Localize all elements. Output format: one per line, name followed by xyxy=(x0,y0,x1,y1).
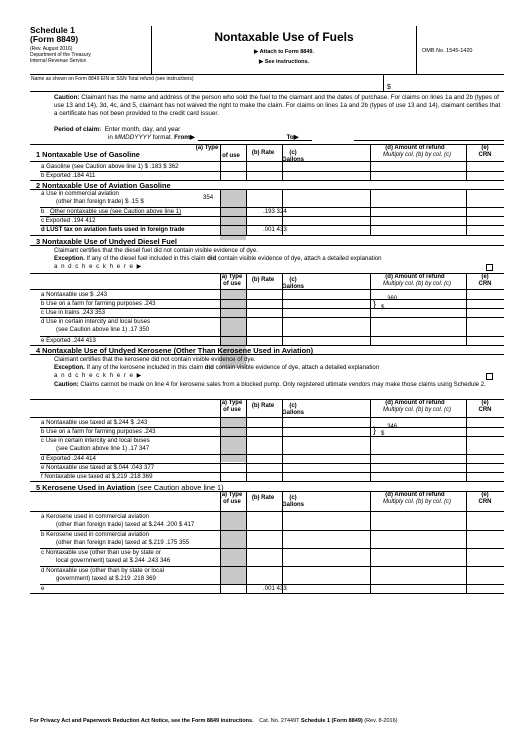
col-crn-e-5: (e) xyxy=(481,492,489,498)
line-4-crn: 346 xyxy=(387,423,398,430)
col-gallons-header: (c) Gallons xyxy=(282,150,305,163)
caution-paragraph: Caution: Claimant has the name and address of the person who sold the fuel to the claimant and the dates of purchase. For claims on lines 1a and 2b (types of use 13 and 14), 3d, 4c, and 5, claimant has not waived the right to make the claim. For claims on lines 1a and 2b (types of use 13 and 14), claimant certifies that a certificate has not been provided to the credit card issuer. xyxy=(54,94,501,117)
col-type-header: (a) Type xyxy=(195,145,219,151)
form-page xyxy=(30,24,504,714)
section-3-dye-checkbox[interactable] xyxy=(486,264,493,271)
line-2c: c Exported .194 412 xyxy=(41,217,96,224)
col-amount-header: (d) Amount of refund xyxy=(385,145,445,151)
line-5d-rate: government) taxed at $.219 .218 369 xyxy=(56,575,156,582)
line-3-brace: } xyxy=(373,299,377,309)
col-multiply-note-4: Multiply col. (b) by col. (c) xyxy=(382,407,451,413)
line-2b-letter: b xyxy=(41,208,45,215)
col-amount-header-4: (d) Amount of refund xyxy=(385,400,445,406)
line-5e-rate: .001 433 xyxy=(263,585,287,592)
total-refund-field[interactable] xyxy=(383,75,504,92)
col-amount-header-3: (d) Amount of refund xyxy=(385,274,445,280)
col-type-header-3: (a) Type xyxy=(219,274,243,280)
col-type-header-5: (a) Type xyxy=(219,492,243,498)
line-2d: d LUST tax on aviation fuels used in foreign trade xyxy=(41,226,185,233)
line-4b: b Use on a farm for farming purposes .243 xyxy=(41,428,156,435)
line-3b: b Use on a farm for farming purposes .243 xyxy=(41,300,156,307)
line-4c-label: c Use in certain intercity and local buses xyxy=(41,437,150,444)
line-4e: e Nontaxable use taxed at $.044 .043 377 xyxy=(41,464,155,471)
section-4-certify: Claimant certifies that the kerosene did not contain visible evidence of dye. xyxy=(54,356,256,363)
form-title: Nontaxable Use of Fuels xyxy=(214,30,354,44)
line-5d-label: d Nontaxable use (other than by state or local xyxy=(41,567,164,574)
line-2b-label: Other nontaxable use (see Caution above line 1) xyxy=(50,208,182,215)
name-ein-label: Name as shown on Form 8849 EIN or SSN Total refund (see instructions) xyxy=(31,76,194,82)
col-type-header-4: (a) Type xyxy=(219,400,243,406)
col-rate-header-4: (b) Rate xyxy=(251,403,275,409)
col-crn-header-4: CRN xyxy=(478,407,492,413)
catalog-number: Cat. No. 27449T xyxy=(259,718,300,724)
section-3-exception: Exception. If any of the diesel fuel included in this claim did contain visible evidence of dye, attach a detailed explanation xyxy=(54,255,382,262)
col-typeof-header-3: of use xyxy=(223,281,241,287)
line-4d: d Exported .244 414 xyxy=(41,455,96,462)
col-crn-e: (e) xyxy=(481,145,489,151)
schedule-label: Schedule 1 xyxy=(30,25,75,35)
line-5e-letter: e xyxy=(41,585,45,592)
line-2a-label: a Use in commercial aviation xyxy=(41,190,119,197)
from-label: From▶ xyxy=(174,133,195,141)
line-5b-rate: (other than foreign trade) taxed at $.219 .175 355 xyxy=(56,539,190,546)
col-multiply-note: Multiply col. (b) by col. (c) xyxy=(382,152,451,158)
line-4c-rate: (see Caution above line 1) .17 347 xyxy=(56,445,150,452)
attach-note: ▶ Attach to Form 8849. xyxy=(254,49,314,55)
form-id-box xyxy=(30,26,152,74)
section-3-check-here: a n d c h e c k h e r e ▶ xyxy=(54,263,143,270)
to-label: To▶ xyxy=(286,133,299,141)
period-of-claim: Period of claim: Enter month, day, and year in MMDDYYYY format. From▶ To▶ xyxy=(54,126,299,141)
revision-label: (Rev. August 2016) xyxy=(30,46,73,52)
footer-schedule: Schedule 1 (Form 8849) xyxy=(300,718,363,724)
col-typeof-header: of use xyxy=(222,153,240,159)
period-label: Period of claim: xyxy=(54,126,102,133)
line-5c-label: c Nontaxable use (other than use by state or xyxy=(41,549,161,556)
col-rate-header: (b) Rate xyxy=(251,150,275,156)
form-footer xyxy=(30,718,397,724)
line-4f: f Nontaxable use taxed at $.219 .218 369 xyxy=(41,473,153,480)
total-refund-dollar: $ xyxy=(387,84,391,91)
section-4-dye-checkbox[interactable] xyxy=(486,373,493,380)
section-4-caution: Caution: Claims cannot be made on line 4 for kerosene sales from a blocked pump. Only registered ultimate vendors may make those claims using Schedule 2. xyxy=(54,381,486,388)
line-4-dollar: $ xyxy=(381,430,385,437)
col-crn-header: CRN xyxy=(478,152,492,158)
shaded-type-column-2 xyxy=(220,190,246,240)
department-label: Department of the Treasury xyxy=(30,52,91,58)
section-4-check-here: a n d c h e c k h e r e ▶ xyxy=(54,372,143,379)
col-multiply-note-3: Multiply col. (b) by col. (c) xyxy=(382,281,451,287)
section-1-title: 1 Nontaxable Use of Gasoline xyxy=(36,150,140,159)
line-5b-label: b Kerosene used in commercial aviation xyxy=(41,531,150,538)
col-typeof-header-5: of use xyxy=(223,499,241,505)
shaded-type-column-4 xyxy=(220,418,246,462)
line-4a: a Nontaxable use taxed at $.244 $ .243 xyxy=(41,419,148,426)
section-4-exception: Exception. If any of the kerosene included in this claim did contain visible evidence of dye, attach a detailed explanation xyxy=(54,364,380,371)
omb-number: OMB No. 1545-1420 xyxy=(422,48,473,54)
col-crn-e-4: (e) xyxy=(481,400,489,406)
col-rate-header-5: (b) Rate xyxy=(251,495,275,501)
form-label: (Form 8849) xyxy=(30,34,79,44)
privacy-notice: For Privacy Act and Paperwork Reduction Act Notice, see the Form 8849 instructions. xyxy=(30,718,254,724)
section-2-title: 2 Nontaxable Use of Aviation Gasoline xyxy=(36,181,171,190)
line-4-brace: } xyxy=(373,425,377,435)
line-2b-rate: .193 324 xyxy=(263,208,287,215)
col-crn-header-3: CRN xyxy=(478,281,492,287)
col-gallons-header-5: (c) Gallons xyxy=(282,495,305,508)
footer-revision: (Rev. 8-2016) xyxy=(364,718,398,724)
col-multiply-note-5: Multiply col. (b) by col. (c) xyxy=(382,499,451,505)
line-2d-rate: .001 433 xyxy=(263,226,287,233)
irs-label: Internal Revenue Service xyxy=(30,58,87,64)
col-amount-header-5: (d) Amount of refund xyxy=(385,492,445,498)
line-2a-rate: (other than foreign trade) $ .15 $ xyxy=(56,198,144,205)
line-3c: c Use in trains .243 353 xyxy=(41,309,106,316)
col-gallons-header-3: (c) Gallons xyxy=(282,277,305,290)
section-5-title: 5 Kerosene Used in Aviation (see Caution above line 1) xyxy=(36,483,224,492)
col-rate-header-3: (b) Rate xyxy=(251,277,275,283)
col-typeof-header-4: of use xyxy=(223,407,241,413)
col-gallons-header-4: (c) Gallons xyxy=(282,403,305,416)
line-1b: b Exported .184 411 xyxy=(41,172,96,179)
line-3-crn: 360 xyxy=(387,295,398,302)
line-5a-rate: (other than foreign trade) taxed at $.244 .200 $ 417 xyxy=(56,521,195,528)
see-instructions-note: ▶ See instructions. xyxy=(258,59,310,65)
section-3-certify: Claimant certifies that the diesel fuel did not contain visible evidence of dye. xyxy=(54,247,258,254)
section-4-title: 4 Nontaxable Use of Undyed Kerosene (Other Than Kerosene Used in Aviation) xyxy=(36,346,314,355)
line-5a-label: a Kerosene used in commercial aviation xyxy=(41,513,150,520)
line-3e: e Exported .244 413 xyxy=(41,337,96,344)
name-ein-row xyxy=(30,75,504,92)
line-3a: a Nontaxable use $ .243 xyxy=(41,291,108,298)
col-crn-header-5: CRN xyxy=(478,499,492,505)
line-2a-crn: 354 xyxy=(203,194,214,201)
col-crn-e-3: (e) xyxy=(481,274,489,280)
section-3-title: 3 Nontaxable Use of Undyed Diesel Fuel xyxy=(36,237,177,246)
line-5c-rate: local government) taxed at $.244 .243 346 xyxy=(56,557,171,564)
line-1a: a Gasoline (see Caution above line 1) $ .183 $ 362 xyxy=(41,163,179,170)
form-header xyxy=(30,24,504,75)
line-3d-rate: (see Caution above line 1) .17 350 xyxy=(56,326,150,333)
line-3d-label: d Use in certain intercity and local buses xyxy=(41,318,151,325)
line-3-dollar: $ xyxy=(381,304,385,311)
